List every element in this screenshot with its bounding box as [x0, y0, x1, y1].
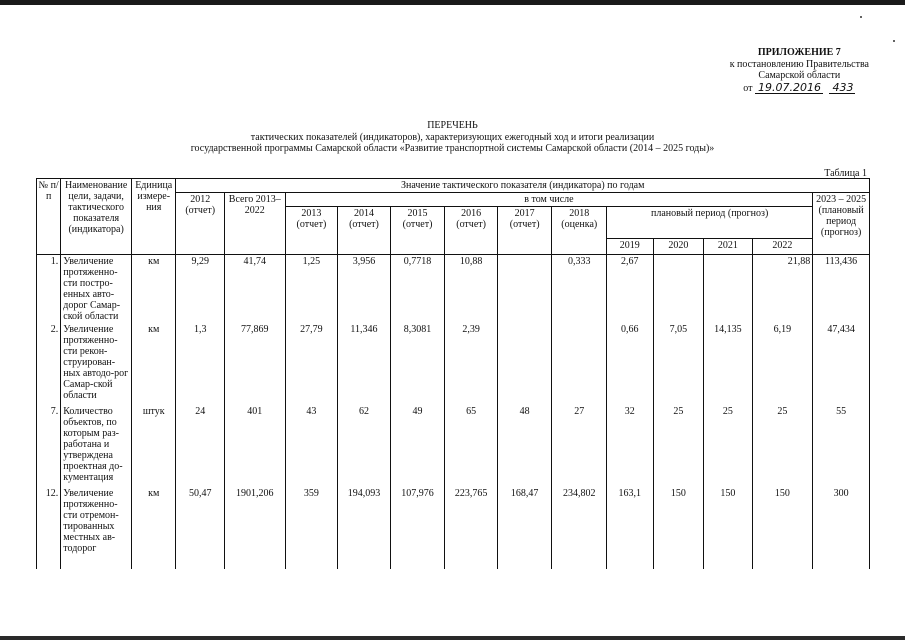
scan-top-border	[0, 0, 905, 5]
cell-2020: 7,05	[653, 323, 704, 405]
cell-num: 12.	[37, 487, 61, 569]
header-total: Всего 2013–2022	[224, 193, 285, 255]
cell-name: Увеличение протяженно-сти рекон-струирован-ных автодо-рог Самар-ской области	[61, 323, 132, 405]
cell-2015: 49	[390, 405, 445, 487]
cell-unit: штук	[132, 405, 176, 487]
cell-2021: 25	[704, 405, 753, 487]
cell-unit: км	[132, 323, 176, 405]
table-row	[37, 487, 870, 569]
cell-2014: 62	[338, 405, 391, 487]
handwritten-number: 433	[829, 82, 855, 94]
cell-2020	[653, 255, 704, 324]
header-plan: плановый период (прогноз)	[607, 207, 813, 239]
cell-2013: 27,79	[285, 323, 338, 405]
cell-2020: 150	[653, 487, 704, 569]
header-2016: 2016 (отчет)	[445, 207, 498, 255]
cell-total: 1901,206	[224, 487, 285, 569]
header-incl: в том числе	[285, 193, 813, 207]
table-row	[37, 405, 870, 487]
header-2022: 2022	[752, 239, 813, 255]
cell-2017: 48	[497, 405, 552, 487]
cell-2018: 0,333	[552, 255, 607, 324]
cell-2021: 150	[704, 487, 753, 569]
heading-line2: тактических показателей (индикаторов), характеризующих ежегодный ход и итоги реализации	[250, 131, 655, 143]
cell-unit: км	[132, 255, 176, 324]
cell-2013: 43	[285, 405, 338, 487]
header-2015: 2015 (отчет)	[390, 207, 445, 255]
header-2021: 2021	[704, 239, 753, 255]
cell-2015: 0,7718	[390, 255, 445, 324]
document-heading	[0, 120, 905, 155]
header-num: № п/п	[37, 179, 61, 255]
cell-2017	[497, 323, 552, 405]
appendix-date-line	[730, 82, 869, 95]
header-unit: Единица измере-ния	[132, 179, 176, 255]
cell-2021: 14,135	[704, 323, 753, 405]
header-2023: 2023 – 2025 (плановый период (прогноз)	[813, 193, 870, 255]
cell-num: 2.	[37, 323, 61, 405]
scan-speck	[893, 40, 895, 42]
cell-name: Количество объектов, по которым раз-работана и утверждена проектная до-кументация	[61, 405, 132, 487]
cell-2019: 0,66	[607, 323, 654, 405]
scan-bottom-border	[0, 636, 905, 640]
heading-title: ПЕРЕЧЕНЬ	[427, 120, 478, 131]
cell-2018	[552, 323, 607, 405]
cell-2022: 21,88	[752, 255, 813, 324]
header-2017: 2017 (отчет)	[497, 207, 552, 255]
cell-2018: 234,802	[552, 487, 607, 569]
cell-num: 1.	[37, 255, 61, 324]
cell-name: Увеличение протяженно-сти отремон-тированных местных ав-тодорог	[61, 487, 132, 569]
cell-num: 7.	[37, 405, 61, 487]
cell-2016: 65	[445, 405, 498, 487]
cell-2012: 24	[176, 405, 225, 487]
cell-2017	[497, 255, 552, 324]
header-2018: 2018 (оценка)	[552, 207, 607, 255]
cell-2016: 223,765	[445, 487, 498, 569]
cell-2019: 163,1	[607, 487, 654, 569]
header-2013: 2013 (отчет)	[285, 207, 338, 255]
cell-2022: 150	[752, 487, 813, 569]
cell-2023: 55	[813, 405, 870, 487]
table-row	[37, 255, 870, 324]
scan-speck	[860, 16, 862, 18]
indicators-table	[36, 178, 870, 569]
table-row	[37, 323, 870, 405]
cell-total: 77,869	[224, 323, 285, 405]
appendix-line2: к постановлению Правительства	[729, 58, 869, 70]
handwritten-date: 19.07.2016	[755, 82, 823, 94]
cell-2022: 25	[752, 405, 813, 487]
appendix-block	[730, 47, 869, 94]
header-2019: 2019	[607, 239, 654, 255]
cell-2014: 3,956	[338, 255, 391, 324]
header-2014: 2014 (отчет)	[338, 207, 391, 255]
cell-2013: 1,25	[285, 255, 338, 324]
cell-2017: 168,47	[497, 487, 552, 569]
cell-2012: 50,47	[176, 487, 225, 569]
cell-2015: 107,976	[390, 487, 445, 569]
cell-2013: 359	[285, 487, 338, 569]
appendix-title: ПРИЛОЖЕНИЕ 7	[757, 47, 841, 58]
cell-2018: 27	[552, 405, 607, 487]
cell-2016: 2,39	[445, 323, 498, 405]
cell-total: 41,74	[224, 255, 285, 324]
cell-unit: км	[132, 487, 176, 569]
cell-2022: 6,19	[752, 323, 813, 405]
header-2020: 2020	[653, 239, 704, 255]
table-label: Таблица 1	[824, 168, 867, 179]
cell-2020: 25	[653, 405, 704, 487]
cell-2015: 8,3081	[390, 323, 445, 405]
date-prefix: от	[743, 82, 753, 94]
header-2012: 2012 (отчет)	[176, 193, 225, 255]
cell-2019: 32	[607, 405, 654, 487]
header-values-title: Значение тактического показателя (индикатора) по годам	[176, 179, 870, 193]
cell-2012: 9,29	[176, 255, 225, 324]
heading-line3: государственной программы Самарской области «Развитие транспортной системы Самарской области (2014 – 2025 годы)»	[190, 143, 715, 154]
cell-2021	[704, 255, 753, 324]
appendix-line3: Самарской области	[758, 70, 841, 81]
cell-2019: 2,67	[607, 255, 654, 324]
cell-total: 401	[224, 405, 285, 487]
header-name: Наименование цели, задачи, тактического показателя (индикатора)	[61, 179, 132, 255]
cell-2012: 1,3	[176, 323, 225, 405]
cell-2023: 113,436	[813, 255, 870, 324]
cell-2016: 10,88	[445, 255, 498, 324]
cell-2023: 300	[813, 487, 870, 569]
cell-2014: 194,093	[338, 487, 391, 569]
cell-2014: 11,346	[338, 323, 391, 405]
cell-2023: 47,434	[813, 323, 870, 405]
cell-name: Увеличение протяженно-сти постро-енных авто-дорог Самар-ской области	[61, 255, 132, 324]
